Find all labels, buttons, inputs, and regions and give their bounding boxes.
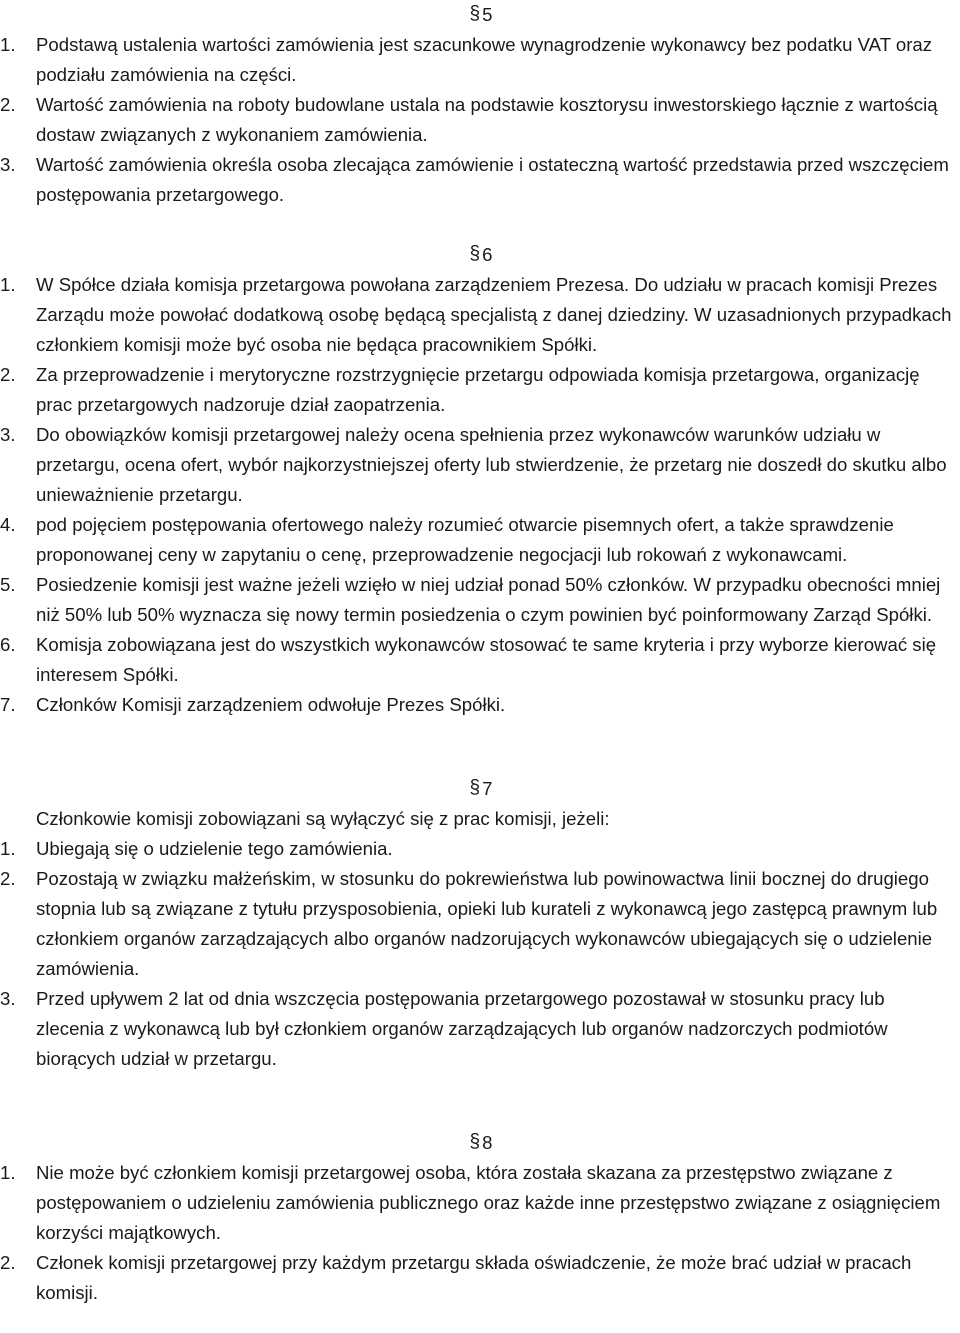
item-text: Pozostają w związku małżeńskim, w stosunku do pokrewieństwa lub powinowactwa linii bocznej do drugiego stopnia lub są związane z tytułu przysposobienia, opieki lub kurateli z wykonawcą jego zastępcą prawnym lub członkiem organów zarządzających albo organów nadzorujących wykonawców ubiegających się o udzielenie zamówienia. [36,868,938,979]
section-number: 8 [482,1132,493,1153]
section-heading [0,1128,952,1158]
section-heading [0,0,952,30]
item-number: 7. [0,694,16,715]
list-item [0,270,952,360]
section-number: 6 [482,244,493,265]
section-symbol: § [469,243,481,264]
list-item [0,834,952,864]
item-number: 1. [0,1162,16,1183]
item-list [0,1158,952,1308]
item-text: pod pojęciem postępowania ofertowego należy rozumieć otwarcie pisemnych ofert, a także sprawdzenie proponowanej ceny w zapytaniu o cenę, przeprowadzenie negocjacji lub rokowań z wykonawcami. [36,514,894,565]
item-text: W Spółce działa komisja przetargowa powołana zarządzeniem Prezesa. Do udziału w pracach komisji Prezes Zarządu może powołać dodatkową osobę będącą specjalistą z danej dziedziny. W uzasadnionych przypadkach członkiem komisji może być osoba nie będąca pracownikiem Spółki. [36,274,952,355]
list-item [0,510,952,570]
section-number: 7 [482,778,493,799]
list-item [0,90,952,150]
item-number: 1. [0,34,16,55]
item-number: 2. [0,1252,16,1273]
section-intro: Członkowie komisji zobowiązani są wyłączyć się z prac komisji, jeżeli: [36,808,610,829]
item-text: Członków Komisji zarządzeniem odwołuje Prezes Spółki. [36,694,506,715]
item-text: Posiedzenie komisji jest ważne jeżeli wzięło w niej udział ponad 50% członków. W przypadku obecności mniej niż 50% lub 50% wyznacza się nowy termin posiedzenia o czym powinien być poinformowany Zarząd Spółki. [36,574,941,625]
list-item [0,570,952,630]
item-number: 3. [0,988,16,1009]
section-8 [0,1128,952,1308]
item-number: 4. [0,514,16,535]
section-7 [0,774,952,1074]
list-item [0,690,952,720]
list-item [0,864,952,984]
section-heading [0,774,952,804]
list-item [0,150,952,210]
item-text: Przed upływem 2 lat od dnia wszczęcia postępowania przetargowego pozostawał w stosunku pracy lub zlecenia z wykonawcą lub był członkiem organów zarządzających lub organów nadzorczych podmiotów biorących udział w przetargu. [36,988,888,1069]
section-symbol: § [469,777,481,798]
section-heading [0,240,952,270]
item-number: 3. [0,424,16,445]
section-6 [0,240,952,720]
list-item [0,30,952,90]
spacer [0,1074,952,1104]
list-item [0,1158,952,1248]
section-5 [0,0,952,210]
item-list [0,270,952,720]
item-number: 1. [0,838,16,859]
section-number: 5 [482,4,493,25]
item-text: Wartość zamówienia na roboty budowlane ustala na podstawie kosztorysu inwestorskiego łącznie z wartością dostaw związanych z wykonaniem zamówienia. [36,94,938,145]
item-text: Za przeprowadzenie i merytoryczne rozstrzygnięcie przetargu odpowiada komisja przetargowa, organizację prac przetargowych nadzoruje dział zaopatrzenia. [36,364,920,415]
item-number: 5. [0,574,16,595]
list-item [0,360,952,420]
item-text: Nie może być członkiem komisji przetargowej osoba, która została skazana za przestępstwo związane z postępowaniem o udzieleniu zamówienia publicznego oraz każde inne przestępstwo związane z osiągnięciem korzyści majątkowych. [36,1162,941,1243]
spacer [0,1104,952,1128]
section-symbol: § [469,3,481,24]
spacer [0,750,952,774]
spacer [0,210,952,240]
list-item [0,630,952,690]
list-item [0,420,952,510]
item-number: 2. [0,94,16,115]
item-text: Komisja zobowiązana jest do wszystkich wykonawców stosować te same kryteria i przy wyborze kierować się interesem Spółki. [36,634,937,685]
item-number: 1. [0,274,16,295]
item-text: Do obowiązków komisji przetargowej należy ocena spełnienia przez wykonawców warunków udziału w przetargu, ocena ofert, wybór najkorzystniejszej oferty lub stwierdzenie, że przetarg nie doszedł do skutku albo unieważnienie przetargu. [36,424,947,505]
item-number: 6. [0,634,16,655]
item-text: Wartość zamówienia określa osoba zlecająca zamówienie i ostateczną wartość przedstawia przed wszczęciem postępowania przetargowego. [36,154,949,205]
item-text: Podstawą ustalenia wartości zamówienia jest szacunkowe wynagrodzenie wykonawcy bez podatku VAT oraz podziału zamówienia na części. [36,34,933,85]
item-list [0,30,952,210]
item-number: 3. [0,154,16,175]
section-symbol: § [469,1131,481,1152]
item-text: Członek komisji przetargowej przy każdym przetargu składa oświadczenie, że może brać udział w pracach komisji. [36,1252,912,1303]
item-text: Ubiegają się o udzielenie tego zamówienia. [36,838,393,859]
item-list [0,834,952,1074]
item-number: 2. [0,364,16,385]
item-number: 2. [0,868,16,889]
list-item [0,1248,952,1308]
spacer [0,720,952,750]
list-item [0,984,952,1074]
